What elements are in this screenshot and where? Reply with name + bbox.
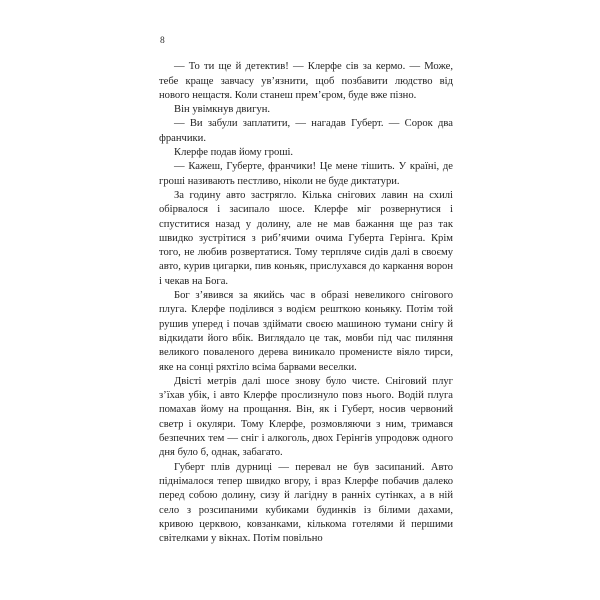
paragraph: Губерт плів дурниці — перевал не був засипаний. Авто піднімалося тепер швидко вгору, і враз Клерфе побачив далеко перед собою долину, сизу й лагідну в ранніх сутінках, а в ній село з розсипаними кубиками будинків із білими дахами, кривою церквою, ковзанками, кількома готелями й першими світелками у вікнах. Потім повільно	[159, 461, 453, 545]
paragraph: — Кажеш, Губерте, франчики! Це мене тішить. У країні, де гроші називають пестливо, ніколи не буде диктатури.	[159, 161, 453, 187]
paragraph: За годину авто застрягло. Кілька снігових лавин на схилі обірвалося і засипало шосе. Клерфе міг розвернутися і спуститися назад у долину, але не мав бажання ще раз так швидко зустрітися з риб’ячими очима Губерта Герінга. Крім того, не любив розвертатися. Тому терпляче сидів далі в своєму авто, курив цигарки, пив коньяк, прислухався до каркання ворон і чекав на Бога.	[159, 189, 453, 287]
body-text	[159, 60, 453, 546]
paragraph: — Ви забули заплатити, — нагадав Губерт. — Сорок два франчики.	[159, 118, 453, 144]
paragraph: Бог з’явився за якийсь час в образі невеликого снігового плуга. Клерфе поділився з водієм решткою коньяку. Потім той рушив уперед і почав здіймати своєю машиною тумани снігу й відкидати його вбік. Виглядало це так, мовби під час пиляння великого поваленого дерева виникало променисте віяло тирси, яке на сонці ряхтіло всіма барвами веселки.	[159, 290, 453, 373]
paragraph: Він увімкнув двигун.	[174, 104, 271, 116]
paragraph: Двісті метрів далі шосе знову було чисте. Сніговий плуг з’їхав убік, і авто Клерфе прослизнуло повз нього. Водій плуга помахав йому на прощання. Він, як і Губерт, носив червоний светр і окуляри. Тому Клерфе, розмовляючи з ним, тримався безпечних тем — сніг і алкоголь, двох Герінгів упродовж одного дня було б, однак, забагато.	[159, 375, 453, 459]
paragraph: Клерфе подав йому гроші.	[174, 147, 294, 159]
page-number: 8	[160, 36, 165, 46]
text-block	[159, 34, 453, 546]
paragraph: — То ти ще й детектив! — Клерфе сів за кермо. — Може, тебе краще завчасу ув’язнити, щоб позбавити людство від нового нещастя. Коли станеш прем’єром, буде вже пізно.	[159, 61, 453, 101]
